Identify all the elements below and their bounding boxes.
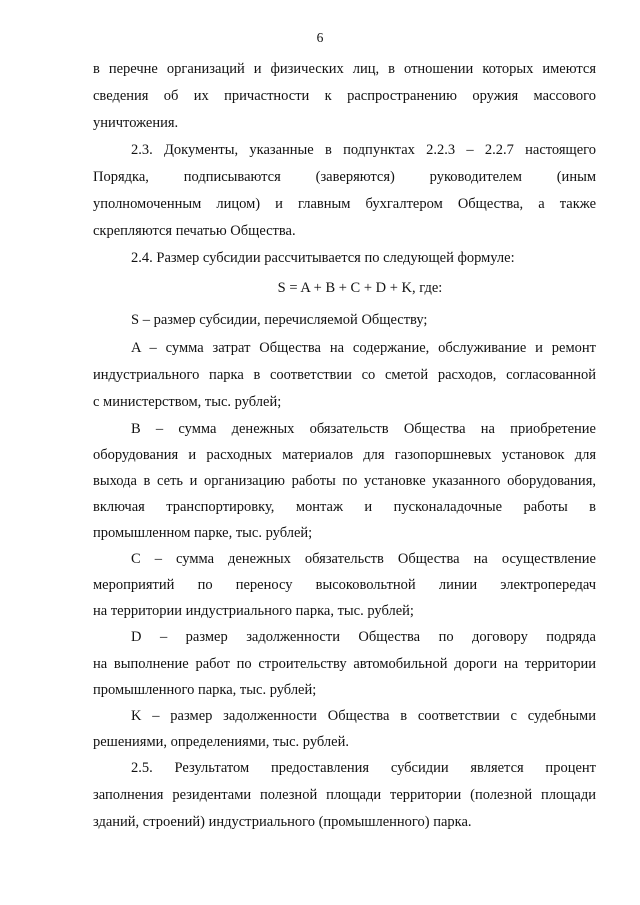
text-line: скрепляются печатью Общества. (93, 223, 296, 239)
text-line: в перечне организаций и физических лиц, в отношении которых имеются (93, 61, 596, 77)
text-line: уничтожения. (93, 115, 179, 131)
text-line: заполнения резидентами полезной площади территории (полезной площади (93, 787, 596, 803)
formula: S = A + B + C + D + K, где: (277, 280, 443, 296)
text-line: с министерством, тыс. рублей; (93, 394, 282, 410)
text-line: оборудования и расходных материалов для газопоршневых установок для (93, 447, 596, 463)
page-number: 6 (316, 30, 324, 45)
text-line: 2.3. Документы, указанные в подпунктах 2.2.3 – 2.2.7 настоящего (131, 142, 596, 158)
text-line: решениями, определениями, тыс. рублей. (93, 734, 349, 750)
text-line: Порядка, подписываются (заверяются) руководителем (иным (93, 169, 596, 185)
text-line: A – сумма затрат Общества на содержание, обслуживание и ремонт (131, 340, 596, 356)
text-line: C – сумма денежных обязательств Общества на осуществление (131, 551, 596, 567)
text-line: мероприятий по переносу высоковольтной линии электропередач (93, 577, 596, 593)
text-line: D – размер задолженности Общества по договору подряда (131, 629, 596, 645)
text-line: уполномоченным лицом) и главным бухгалтером Общества, а также (93, 196, 596, 212)
text-line: выхода в сеть и организацию работы по установке указанного оборудования, (93, 473, 596, 489)
text-line: B – сумма денежных обязательств Общества на приобретение (131, 421, 596, 437)
text-line: зданий, строений) индустриального (промышленного) парка. (93, 814, 472, 830)
text-line: включая транспортировку, монтаж и пусконаладочные работы в (93, 499, 596, 515)
text-line: 2.4. Размер субсидии рассчитывается по следующей формуле: (131, 250, 515, 266)
text-line: K – размер задолженности Общества в соответствии с судебными (131, 708, 596, 724)
text-line: S – размер субсидии, перечисляемой Обществу; (131, 312, 428, 328)
text-line: промышленного парка, тыс. рублей; (93, 682, 317, 698)
text-line: на выполнение работ по строительству автомобильной дороги на территории (93, 656, 596, 672)
text-line: 2.5. Результатом предоставления субсидии является процент (131, 760, 596, 776)
text-line: на территории индустриального парка, тыс. рублей; (93, 603, 414, 619)
text-line: индустриального парка в соответствии со сметой расходов, согласованной (93, 367, 596, 383)
text-line: сведения об их причастности к распространению оружия массового (93, 88, 596, 104)
text-line: промышленном парке, тыс. рублей; (93, 525, 313, 541)
